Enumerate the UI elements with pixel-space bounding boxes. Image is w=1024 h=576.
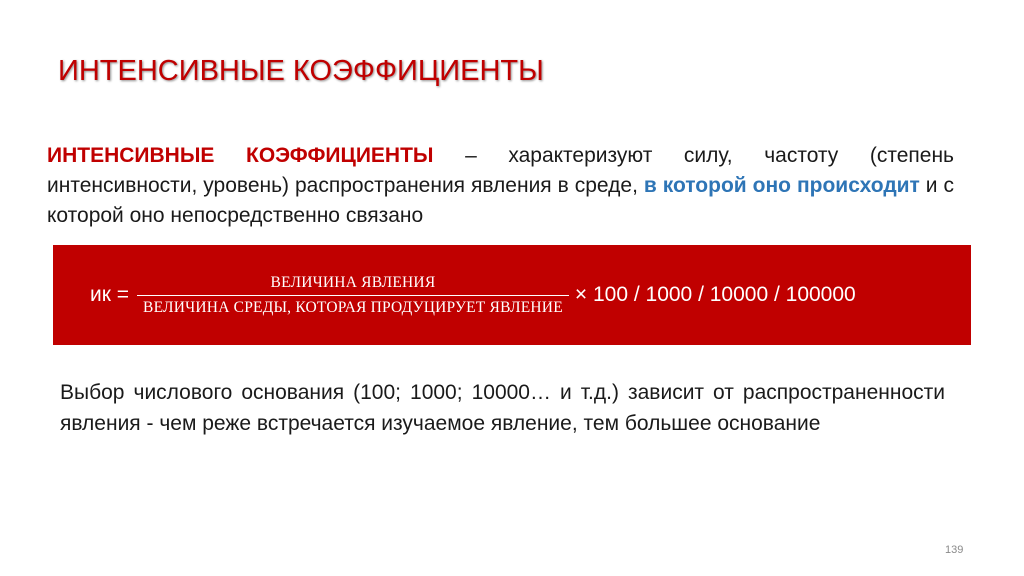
page-number: 139 xyxy=(945,544,964,556)
definition-term: ИНТЕНСИВНЫЕ КОЭФФИЦИЕНТЫ xyxy=(47,144,434,167)
definition-text-part2: и с которой оно непосредственно связано xyxy=(47,174,954,227)
formula-rhs: × 100 / 1000 / 10000 / 100000 xyxy=(574,283,856,306)
formula-lhs: ик = xyxy=(90,283,130,306)
slide-title: ИНТЕНСИВНЫЕ КОЭФФИЦИЕНТЫ xyxy=(58,55,544,87)
formula-fraction xyxy=(137,274,569,317)
formula-numerator: ВЕЛИЧИНА ЯВЛЕНИЯ xyxy=(270,273,436,291)
note-paragraph: Выбор числового основания (100; 1000; 10000… и т.д.) зависит от распространенности явления - чем реже встречается изучаемое явление, тем большее основание xyxy=(60,381,945,435)
formula-box xyxy=(53,245,971,345)
definition-highlight: в которой оно происходит xyxy=(643,174,920,197)
definition-paragraph xyxy=(47,141,954,231)
definition-text-part1: – характеризуют силу, частоту (степень интенсивности, уровень) распространения явления в среде, xyxy=(47,144,955,197)
formula-denominator: ВЕЛИЧИНА СРЕДЫ, КОТОРАЯ ПРОДУЦИРУЕТ ЯВЛЕНИЕ xyxy=(143,298,563,316)
formula xyxy=(90,245,856,345)
